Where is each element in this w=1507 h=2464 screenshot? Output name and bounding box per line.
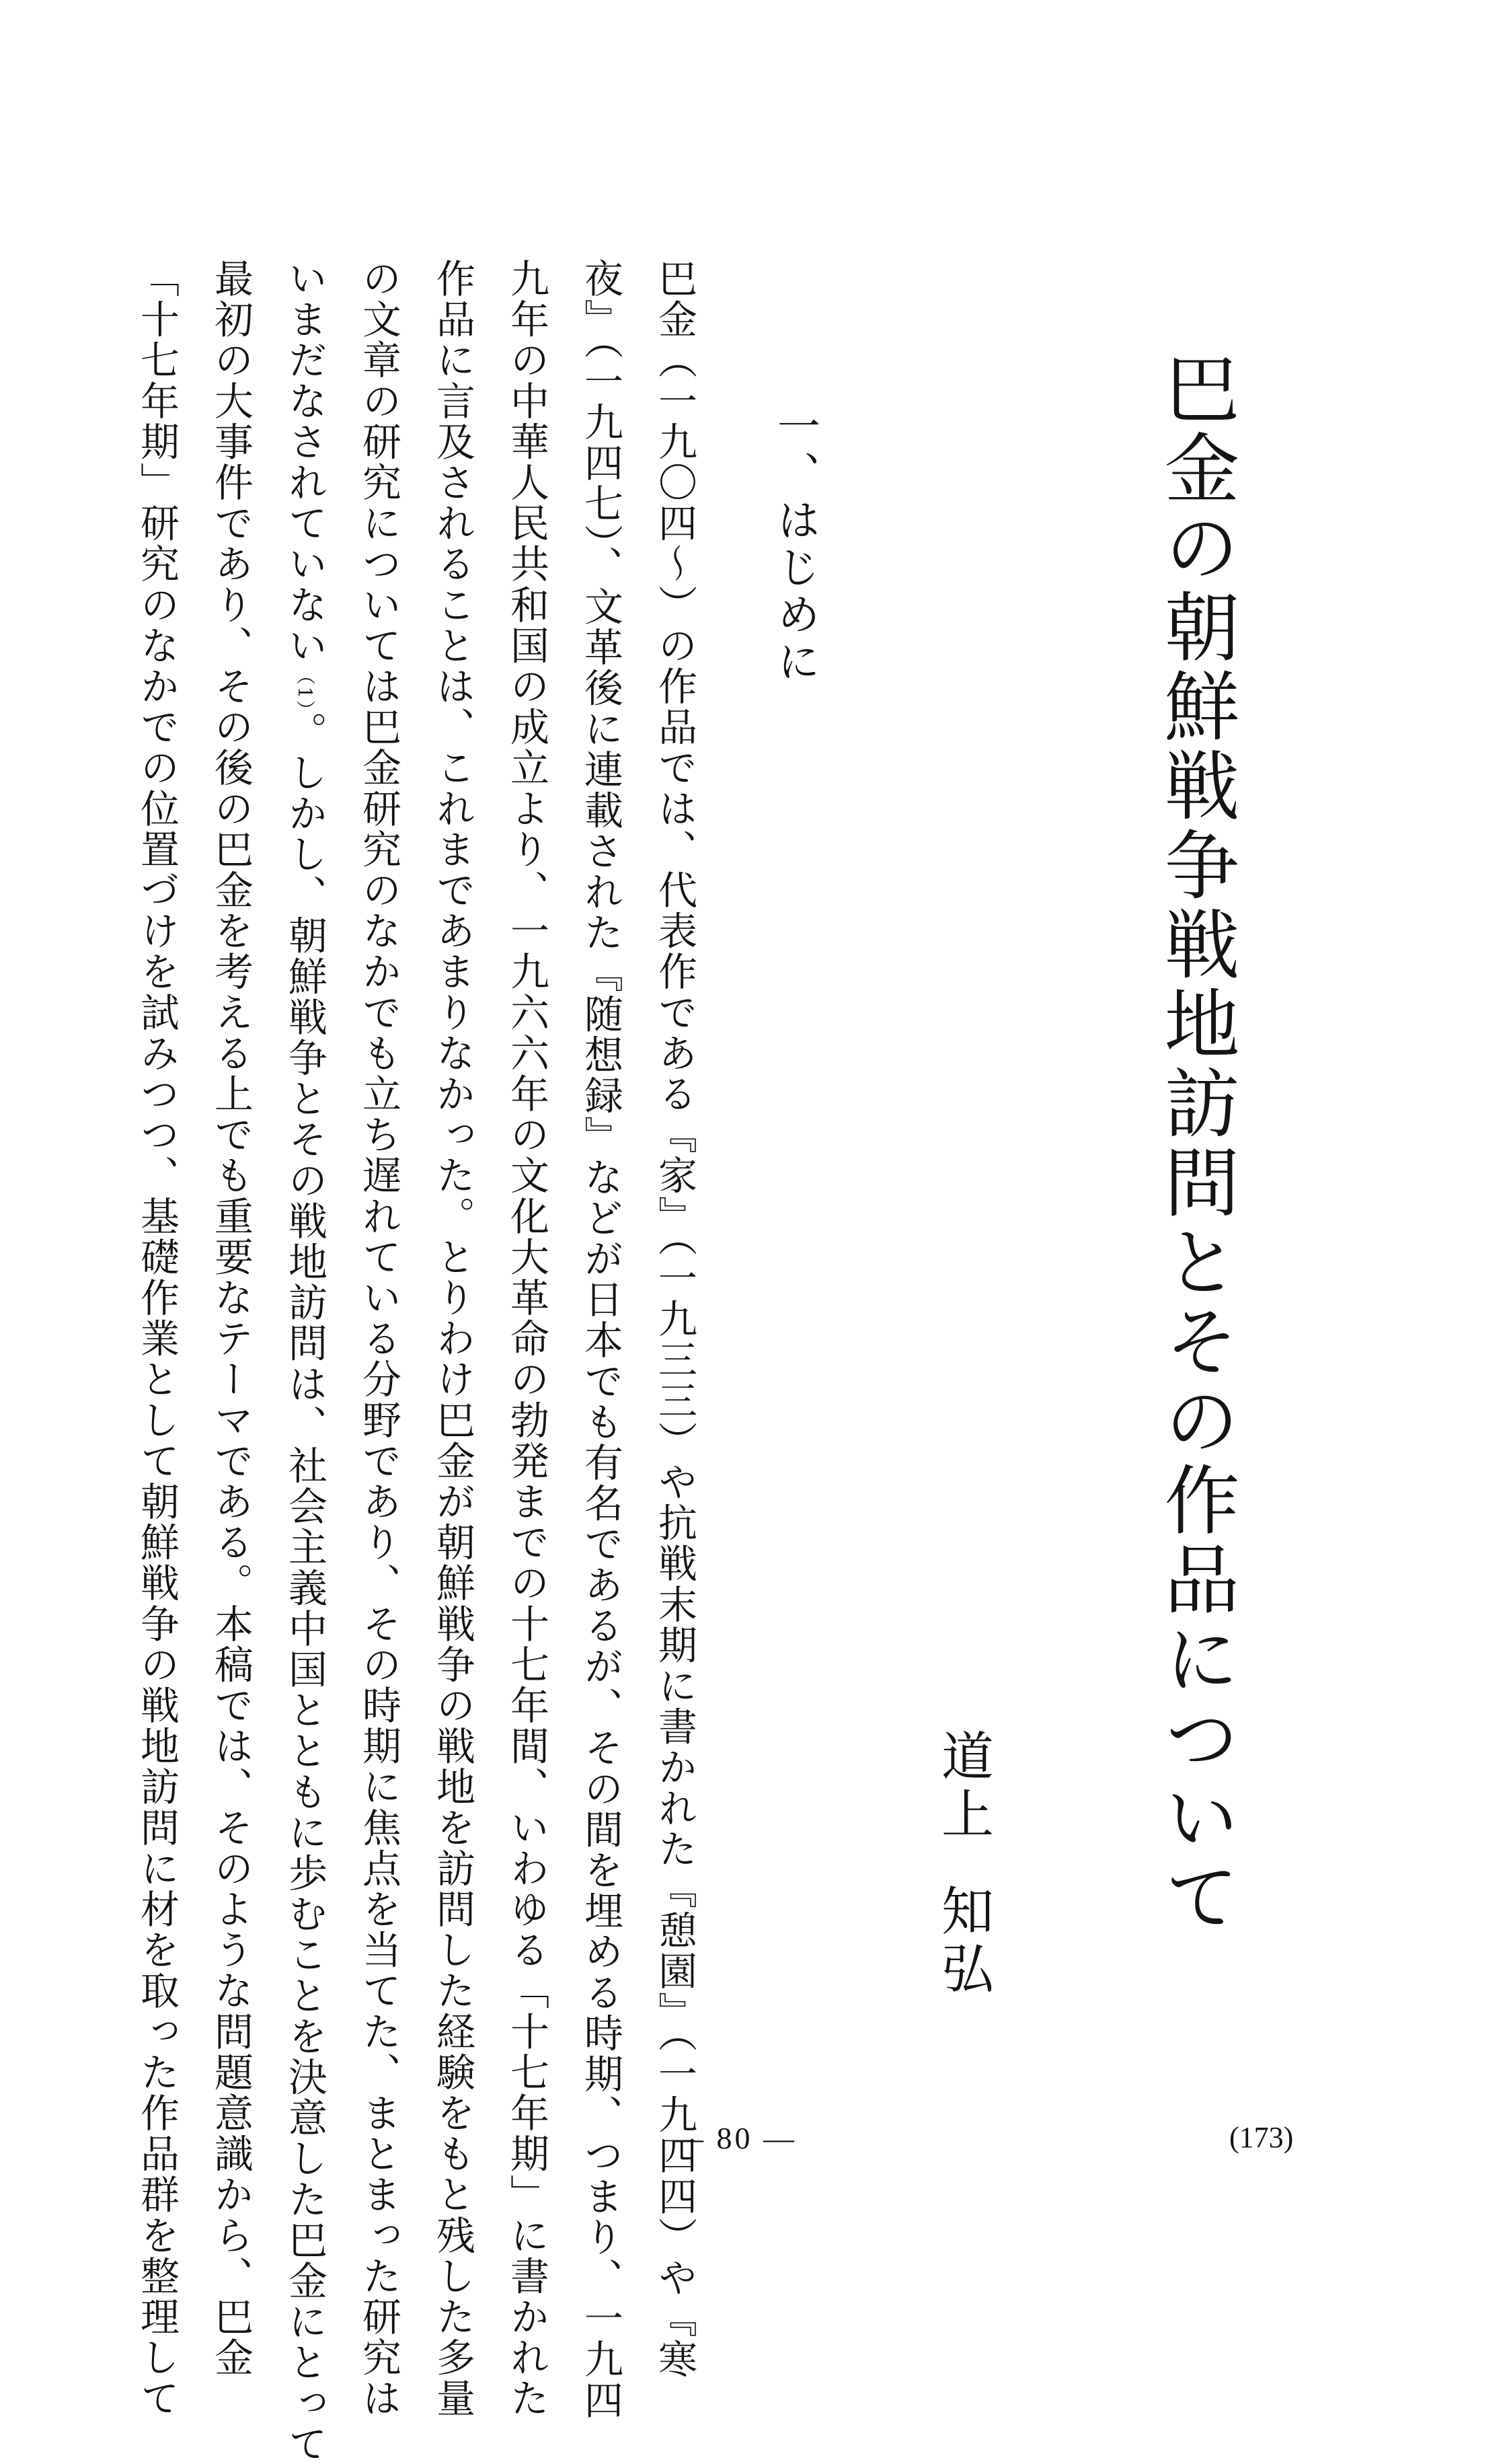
original-page-number: (173) bbox=[1229, 2121, 1294, 2154]
body-line-6 bbox=[282, 258, 327, 2464]
body-line-3: 九年の中華人民共和国の成立より、一九六六年の文化大革命の勃発までの十七年間、いわゆる「十七年期」に書かれた bbox=[504, 258, 549, 2419]
section-heading: 一、はじめに bbox=[770, 404, 820, 686]
body-line-6-text: いまだなされていない bbox=[282, 258, 327, 666]
body-line-5: の文章の研究については巴金研究のなかでも立ち遅れている分野であり、その時期に焦点を当てた、まとまった研究は bbox=[356, 258, 401, 2419]
author-surname: 道上 bbox=[933, 1729, 993, 1844]
author-given-name: 知弘 bbox=[933, 1883, 993, 1999]
body-line-8: 「十七年期」研究のなかでの位置づけを試みつつ、基礎作業として朝鮮戦争の戦地訪問に材を取った作品群を整理して bbox=[134, 258, 180, 2419]
footnote-ref-1[interactable]: （1） bbox=[294, 666, 316, 712]
body-line-6-tail: 。しかし、朝鮮戦争とその戦地訪問は、社会主義中国とともに歩むことを決意した巴金にとって bbox=[282, 711, 327, 2464]
body-line-7: 最初の大事件であり、その後の巴金を考える上でも重要なテーマである。本稿では、そのような問題意識から、巴金 bbox=[208, 258, 254, 2379]
page-number: — 80 — bbox=[672, 2121, 797, 2155]
body-line-2: 夜』（一九四七）、文革後に連載された『随想録』などが日本でも有名であるが、その間を埋める時期、つまり、一九四 bbox=[578, 258, 623, 2421]
body-line-1: 巴金（一九〇四〜）の作品では、代表作である『家』（一九三三）や抗戦末期に書かれた『憩園』（一九四四）や『寒 bbox=[652, 258, 697, 2380]
body-line-4: 作品に言及されることは、これまであまりなかった。とりわけ巴金が朝鮮戦争の戦地を訪問した経験をもと残した多量 bbox=[430, 258, 475, 2419]
article-title: 巴金の朝鮮戦争戦地訪問とその作品について bbox=[1152, 350, 1239, 1937]
